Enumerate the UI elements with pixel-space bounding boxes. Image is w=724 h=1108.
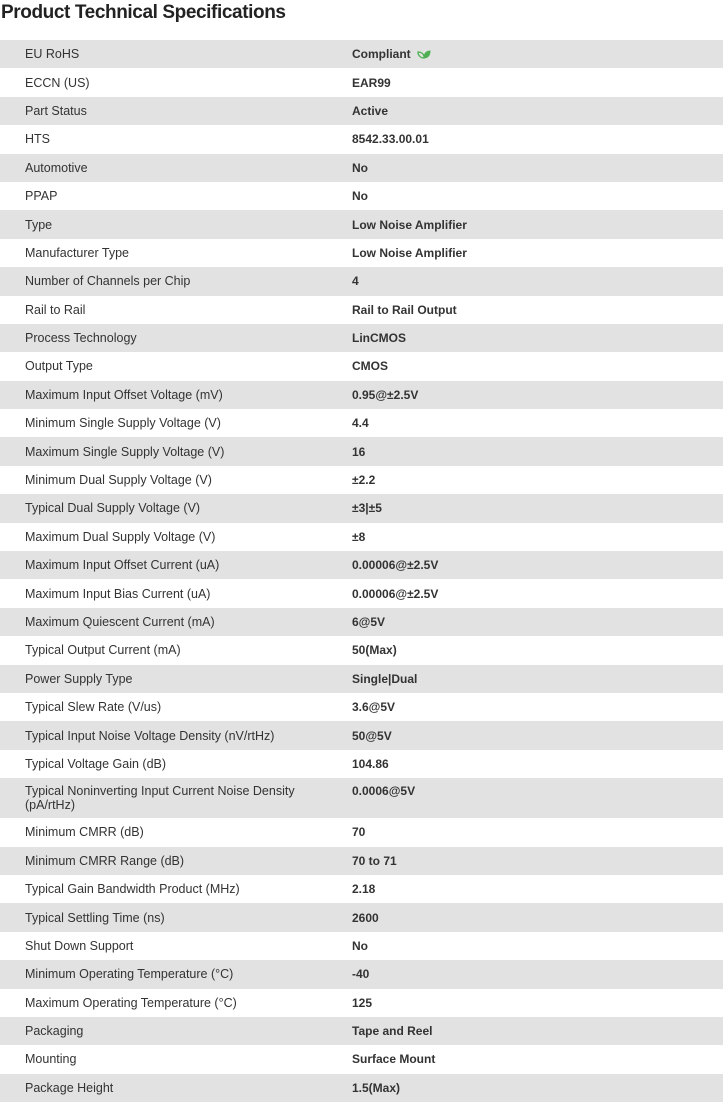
spec-label: Typical Output Current (mA): [25, 643, 181, 658]
specs-table: [0, 40, 723, 1102]
spec-value: 16: [352, 437, 723, 465]
spec-row: [0, 97, 723, 125]
spec-row: [0, 352, 723, 380]
spec-value: Rail to Rail Output: [352, 302, 457, 317]
spec-row: [0, 324, 723, 352]
spec-row: [0, 818, 723, 846]
spec-label: Shut Down Support: [25, 938, 134, 953]
spec-label: Typical Input Noise Voltage Density (nV/rtHz): [0, 721, 352, 749]
spec-row: [0, 182, 723, 210]
spec-label: Maximum Operating Temperature (°C): [25, 995, 237, 1010]
spec-label: Minimum CMRR Range (dB): [0, 847, 352, 875]
spec-label: Typical Gain Bandwidth Product (MHz): [25, 882, 240, 897]
spec-row: [0, 579, 723, 607]
spec-row: [0, 523, 723, 551]
spec-row: [0, 125, 723, 153]
spec-value: No: [352, 154, 723, 182]
spec-value: Surface Mount: [352, 1052, 436, 1067]
spec-value: 70: [352, 825, 366, 840]
spec-value: -40: [352, 960, 723, 988]
spec-value: 6@5V: [352, 608, 723, 636]
spec-value: Low Noise Amplifier: [352, 210, 723, 238]
rohs-leaf-icon: [417, 48, 431, 62]
spec-label: Mounting: [25, 1052, 77, 1067]
spec-value: 104.86: [352, 756, 389, 771]
spec-value: 3.6@5V: [352, 700, 396, 715]
spec-label: Maximum Input Bias Current (uA): [25, 586, 211, 601]
spec-label: Maximum Input Offset Voltage (mV): [0, 381, 352, 409]
spec-row: [0, 778, 723, 818]
spec-value: 1.5(Max): [352, 1074, 723, 1102]
spec-label: Minimum Operating Temperature (°C): [0, 960, 352, 988]
spec-row: [0, 875, 723, 903]
spec-value: Active: [352, 97, 723, 125]
spec-value: 4: [352, 267, 723, 295]
spec-label: Packaging: [0, 1017, 352, 1045]
spec-row: [0, 847, 723, 875]
spec-label: Manufacturer Type: [25, 245, 129, 260]
spec-row: [0, 551, 723, 579]
spec-label: Type: [0, 210, 352, 238]
spec-row: [0, 1017, 723, 1045]
spec-value: Single|Dual: [352, 665, 723, 693]
spec-label: Rail to Rail: [25, 302, 86, 317]
spec-label: Number of Channels per Chip: [0, 267, 352, 295]
spec-value: ±2.2: [352, 473, 376, 488]
spec-row: [0, 68, 723, 96]
spec-value: 70 to 71: [352, 847, 723, 875]
spec-row: [0, 239, 723, 267]
spec-row: [0, 210, 723, 238]
spec-value: Tape and Reel: [352, 1017, 723, 1045]
spec-label: Part Status: [0, 97, 352, 125]
spec-label: Typical Dual Supply Voltage (V): [0, 494, 352, 522]
spec-row: [0, 636, 723, 664]
spec-value: 4.4: [352, 416, 369, 431]
spec-row: [0, 494, 723, 522]
spec-row: [0, 437, 723, 465]
spec-label: Typical Slew Rate (V/us): [25, 700, 162, 715]
spec-label: Maximum Single Supply Voltage (V): [0, 437, 352, 465]
specs-table-body: [0, 40, 723, 1102]
spec-row: [0, 721, 723, 749]
spec-value: ±8: [352, 529, 366, 544]
spec-label: Automotive: [0, 154, 352, 182]
spec-label: Package Height: [0, 1074, 352, 1102]
spec-row: [0, 267, 723, 295]
spec-label: Minimum Dual Supply Voltage (V): [25, 473, 212, 488]
spec-value: EAR99: [352, 75, 391, 90]
spec-label: Maximum Input Offset Current (uA): [0, 551, 352, 579]
spec-row: [0, 693, 723, 721]
spec-row: [0, 960, 723, 988]
page-title: Product Technical Specifications: [1, 2, 286, 23]
spec-value: 2.18: [352, 882, 376, 897]
spec-row: [0, 750, 723, 778]
spec-value: Compliant: [352, 40, 723, 68]
spec-label: Minimum Single Supply Voltage (V): [25, 416, 221, 431]
spec-label: HTS: [25, 132, 50, 147]
spec-value: 125: [352, 995, 373, 1010]
spec-label: Maximum Dual Supply Voltage (V): [25, 529, 216, 544]
spec-value: 0.95@±2.5V: [352, 381, 723, 409]
spec-value: ±3|±5: [352, 494, 723, 522]
spec-row: [0, 40, 723, 68]
spec-value: 2600: [352, 903, 723, 931]
spec-label: Typical Voltage Gain (dB): [25, 756, 167, 771]
spec-row: [0, 1074, 723, 1102]
spec-label: PPAP: [25, 189, 58, 204]
spec-row: [0, 989, 723, 1017]
spec-label: Output Type: [25, 359, 93, 374]
spec-row: [0, 466, 723, 494]
spec-value: 0.00006@±2.5V: [352, 551, 723, 579]
spec-value: 50@5V: [352, 721, 723, 749]
spec-row: [0, 903, 723, 931]
spec-label: EU RoHS: [0, 40, 352, 68]
spec-row: [0, 932, 723, 960]
spec-label: Typical Settling Time (ns): [0, 903, 352, 931]
spec-label: Process Technology: [0, 324, 352, 352]
spec-row: [0, 608, 723, 636]
spec-value: 0.00006@±2.5V: [352, 586, 439, 601]
spec-value: 0.0006@5V: [352, 778, 723, 818]
spec-label: Power Supply Type: [0, 665, 352, 693]
spec-value: 50(Max): [352, 643, 397, 658]
spec-value: 8542.33.00.01: [352, 132, 429, 147]
spec-value: CMOS: [352, 359, 388, 374]
spec-label: ECCN (US): [25, 75, 90, 90]
spec-label: Typical Noninverting Input Current Noise Density (pA/rtHz): [0, 778, 352, 818]
spec-row: [0, 296, 723, 324]
spec-row: [0, 154, 723, 182]
spec-row: [0, 1045, 723, 1073]
spec-label: Minimum CMRR (dB): [25, 825, 144, 840]
spec-row: [0, 665, 723, 693]
spec-value: No: [352, 938, 368, 953]
spec-row: [0, 381, 723, 409]
spec-label: Maximum Quiescent Current (mA): [0, 608, 352, 636]
spec-value: Low Noise Amplifier: [352, 245, 467, 260]
spec-row: [0, 409, 723, 437]
spec-value: LinCMOS: [352, 324, 723, 352]
spec-value: No: [352, 189, 368, 204]
